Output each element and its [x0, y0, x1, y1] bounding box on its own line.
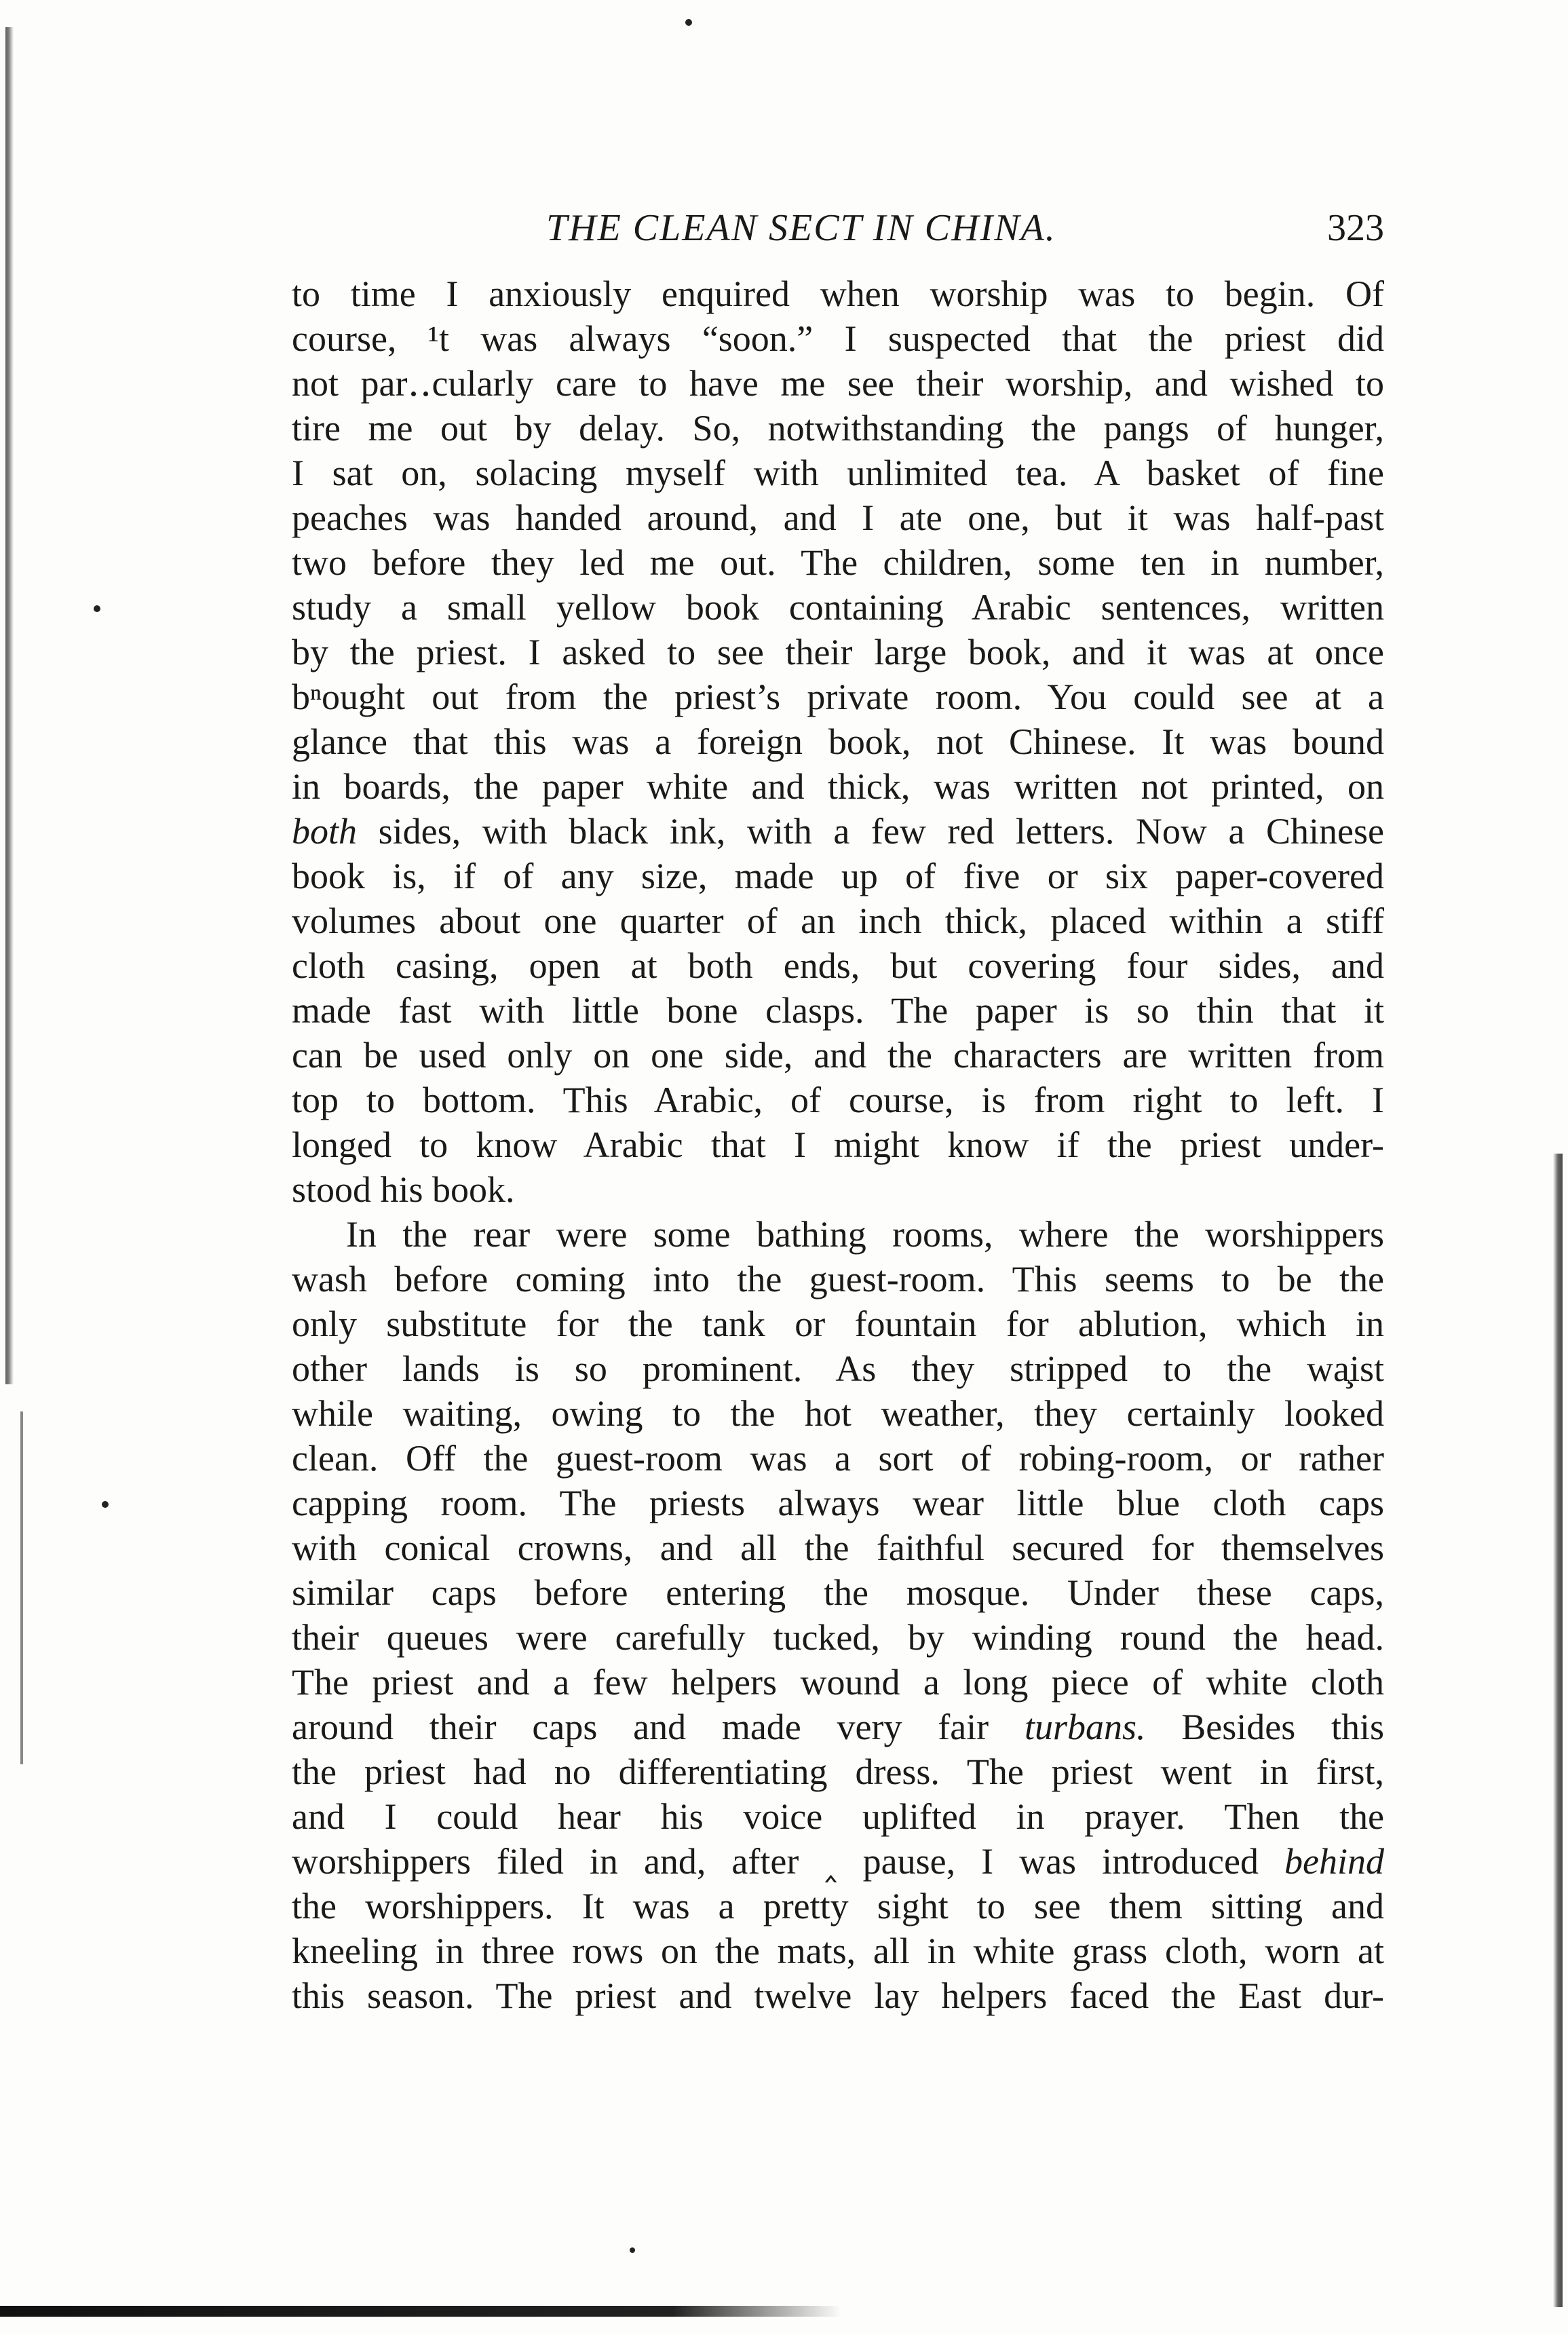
- text-line: [292, 1705, 1384, 1749]
- scan-binding-edge-left: [5, 27, 14, 1384]
- text-line: this season. The priest and twelve lay helpers faced the East dur-: [292, 1975, 1384, 2016]
- text-line: [292, 809, 1384, 854]
- scan-binding-edge-right: [1553, 1154, 1563, 2307]
- text-line: similar caps before entering the mosque. Under these caps,: [292, 1572, 1384, 1613]
- text-line: the priest had no differentiating dress. The priest went in first,: [292, 1751, 1384, 1792]
- scan-bottom-edge: [0, 2306, 841, 2317]
- text-line: clean. Off the guest-room was a sort of robing-room, or rather: [292, 1438, 1384, 1479]
- text-fragment: Besides this: [1145, 1707, 1384, 1747]
- text-line: glance that this was a foreign book, not Chinese. It was bound: [292, 721, 1384, 762]
- text-line: top to bottom. This Arabic, of course, is from right to left. I: [292, 1080, 1384, 1120]
- text-line: with conical crowns, and all the faithful secured for themselves: [292, 1527, 1384, 1568]
- text-line: kneeling in three rows on the mats, all in white grass cloth, worn at: [292, 1931, 1384, 1971]
- italic-word: behind: [1284, 1841, 1384, 1882]
- running-title: THE CLEAN SECT IN CHINA.: [546, 207, 1056, 249]
- scan-speck: [630, 2247, 635, 2253]
- text-line: not par‥cularly care to have me see their worship, and wished to: [292, 363, 1384, 404]
- running-header: [292, 201, 1384, 255]
- text-fragment: around their caps and made very fair: [292, 1707, 1025, 1747]
- text-line: the worshippers. It was a pretty sight to see them sitting and: [292, 1886, 1384, 1926]
- text-line: volumes about one quarter of an inch thick, placed within a stiff: [292, 900, 1384, 941]
- scan-binding-edge-left-lower: [20, 1411, 23, 1764]
- text-line: longed to know Arabic that I might know if the priest under-: [292, 1124, 1384, 1165]
- text-line: peaches was handed around, and I ate one, but it was half-past: [292, 497, 1384, 538]
- text-line: The priest and a few helpers wound a long piece of white cloth: [292, 1662, 1384, 1703]
- text-line: [292, 1839, 1384, 1884]
- text-line: bⁿought out from the priest’s private room. You could see at a: [292, 677, 1384, 717]
- text-line: I sat on, solacing myself with unlimited tea. A basket of fine: [292, 453, 1384, 493]
- text-line: two before they led me out. The children, some ten in number,: [292, 542, 1384, 583]
- text-line: In the rear were some bathing rooms, where the worshippers: [346, 1214, 1384, 1255]
- scan-speck: [685, 19, 692, 26]
- text-line: book is, if of any size, made up of five or six paper-covered: [292, 856, 1384, 896]
- page-number: 323: [1327, 207, 1384, 249]
- text-line: can be used only on one side, and the characters are written from: [292, 1035, 1384, 1076]
- text-fragment: sides, with black ink, with a few red letters. Now a Chinese: [357, 811, 1384, 852]
- text-line: stood his book.: [292, 1169, 515, 1210]
- text-line: in boards, the paper white and thick, was written not printed, on: [292, 766, 1384, 807]
- text-line: course, ¹t was always “soon.” I suspected that the priest did: [292, 318, 1384, 359]
- text-line: capping room. The priests always wear little blue cloth caps: [292, 1483, 1384, 1523]
- italic-word: both: [292, 811, 358, 852]
- text-line: wash before coming into the guest-room. This seems to be the: [292, 1259, 1384, 1299]
- text-line: made fast with little bone clasps. The paper is so thin that it: [292, 990, 1384, 1031]
- body-text: [292, 271, 1384, 2018]
- text-line: study a small yellow book containing Arabic sentences, written: [292, 587, 1384, 628]
- text-line: while waiting, owing to the hot weather, they certainly looked: [292, 1393, 1384, 1434]
- scan-speck: [102, 1501, 109, 1508]
- text-line: to time I anxiously enquired when worship was to begin. Of: [292, 273, 1384, 314]
- text-line: cloth casing, open at both ends, but covering four sides, and: [292, 945, 1384, 986]
- text-line: and I could hear his voice uplifted in prayer. Then the: [292, 1796, 1384, 1837]
- text-line: their queues were carefully tucked, by winding round the head.: [292, 1617, 1384, 1658]
- text-fragment: worshippers filed in and, after ‸ pause, I was introduced: [292, 1841, 1285, 1882]
- text-line: by the priest. I asked to see their large book, and it was at once: [292, 632, 1384, 672]
- text-line: only substitute for the tank or fountain for ablution, which in: [292, 1304, 1384, 1344]
- italic-word: turbans.: [1024, 1707, 1146, 1747]
- text-line: tire me out by delay. So, notwithstanding the pangs of hunger,: [292, 408, 1384, 449]
- text-line: other lands is so prominent. As they stripped to the wa̧ist: [292, 1348, 1384, 1389]
- scan-speck: [94, 605, 100, 612]
